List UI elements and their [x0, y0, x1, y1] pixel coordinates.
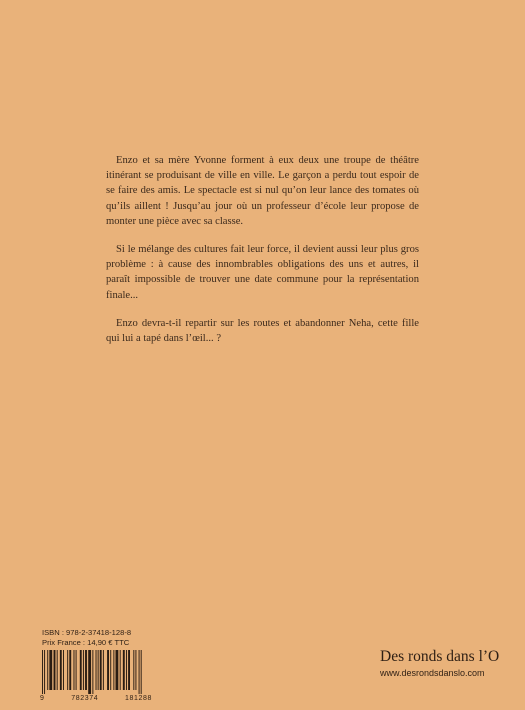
blurb-paragraph-1: Enzo et sa mère Yvonne forment à eux deux une troupe de théâtre itinérant se produisant de ville en ville. Le garçon a perdu tout espoir de se faire des amis. Le spectacle est si nul qu’on leur lance des tomates où qu’ils aillent ! Jusqu’au jour où un professeur d’école leur propose de monter une pièce avec sa classe. [106, 155, 419, 227]
back-cover-blurb [106, 153, 419, 359]
barcode-digit-group-3: 181288 [125, 695, 152, 702]
isbn-text: ISBN : 978-2-37418-128-8 [42, 628, 132, 637]
barcode-bar [139, 650, 140, 694]
isbn-price-block [42, 628, 152, 648]
barcode-bar [80, 650, 82, 690]
barcode-digit-group-2: 782374 [71, 695, 99, 702]
publisher-url: www.desrondsdanslo.com [380, 668, 485, 678]
barcode-bar [74, 650, 75, 690]
barcode-bars [40, 650, 152, 694]
barcode-bar [57, 650, 58, 690]
barcode-bar [113, 650, 114, 690]
publisher-block [380, 648, 500, 678]
barcode [40, 650, 152, 700]
barcode-bar [54, 650, 56, 690]
barcode-bar [126, 650, 127, 690]
barcode-bar [49, 650, 52, 690]
barcode-bar [98, 650, 99, 690]
barcode-bar [100, 650, 102, 690]
barcode-bar [47, 650, 48, 690]
barcode-bar [42, 650, 43, 694]
barcode-bar [116, 650, 119, 690]
barcode-bar [107, 650, 109, 690]
barcode-bar [103, 650, 104, 690]
barcode-bar [44, 650, 45, 694]
barcode-bar [67, 650, 68, 690]
barcode-bar [76, 650, 77, 690]
barcode-bar [128, 650, 130, 690]
barcode-bar [85, 650, 87, 690]
barcode-bar [135, 650, 136, 690]
barcode-bar [88, 650, 91, 694]
barcode-bar [69, 650, 71, 690]
barcode-bar [133, 650, 134, 690]
barcode-bar [63, 650, 64, 690]
barcode-bar [123, 650, 125, 690]
barcode-digit-group-1: 9 [40, 695, 45, 702]
blurb-paragraph-2: Si le mélange des cultures fait leur force, il devient aussi leur plus gros problème : à cause des innombrables obligations des uns et autres, il paraît impossible de trouver une date commune pour la représentation finale... [106, 244, 419, 301]
barcode-digits [40, 695, 152, 702]
barcode-bar [96, 650, 97, 690]
barcode-bar [110, 650, 111, 690]
barcode-bar [83, 650, 84, 690]
price-text: Prix France : 14,90 € TTC [42, 638, 130, 647]
blurb-paragraph-3: Enzo devra-t-il repartir sur les routes et abandonner Neha, cette fille qui lui a tapé dans l’œil... ? [106, 317, 419, 345]
barcode-bar [60, 650, 62, 690]
publisher-name: Des ronds dans l’O [380, 648, 500, 665]
barcode-bar [120, 650, 121, 690]
barcode-bar [141, 650, 142, 694]
barcode-bar [92, 650, 93, 694]
